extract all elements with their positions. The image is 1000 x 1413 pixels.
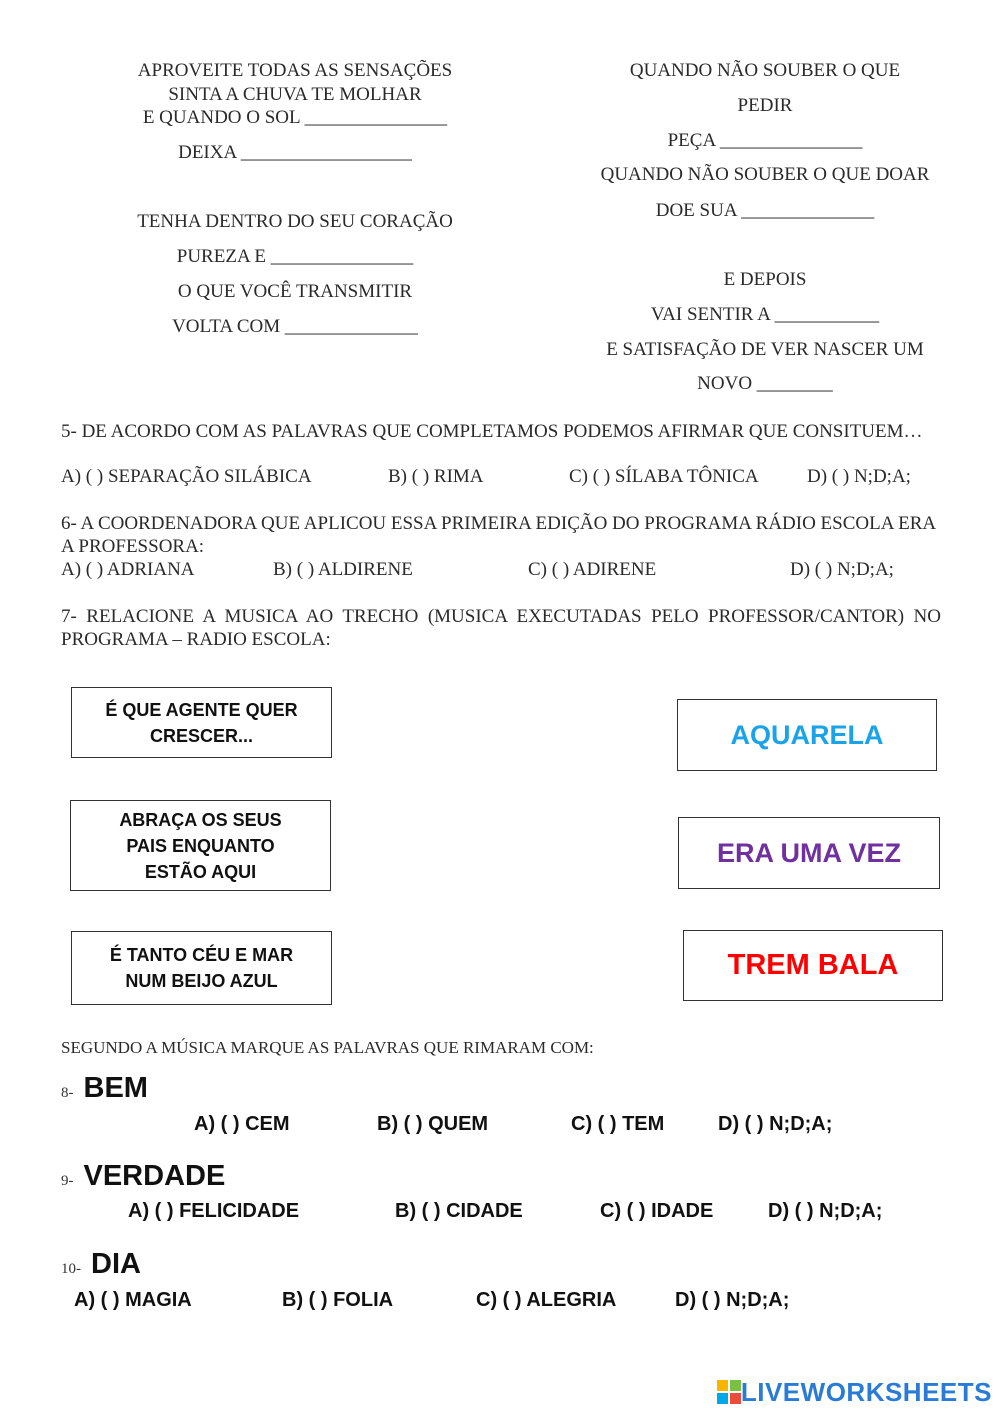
option-c[interactable]: C) ( ) TEM [571,1113,665,1135]
question-10-options [0,1289,1000,1315]
poem-line: E SATISFAÇÃO DE VER NASCER UM [606,339,924,360]
song-box-aquarela[interactable] [677,699,937,771]
poem-line: E QUANDO O SOL _______________ [142,107,448,128]
poem-line: QUANDO NÃO SOUBER O QUE [629,60,901,81]
option-b[interactable]: B) ( ) RIMA [388,466,484,487]
option-b[interactable]: B) ( ) QUEM [377,1113,489,1135]
excerpt-line: NUM BEIJO AZUL [125,971,278,991]
poem-line: PEDIR [737,95,793,116]
liveworksheets-logo[interactable] [717,1377,992,1407]
question-10-heading [61,1248,141,1284]
rhyme-word: BEM [83,1072,148,1104]
option-d[interactable]: D) ( ) N;D;A; [807,466,911,487]
poem-line: QUANDO NÃO SOUBER O QUE DOAR [600,164,930,185]
question-9-heading [61,1160,225,1196]
excerpt-line: CRESCER... [149,725,253,746]
question-8-options [0,1113,1000,1139]
poem-line: PEÇA _______________ [667,130,863,151]
question-7-text: 7- RELACIONE A MUSICA AO TRECHO (MUSICA EXECUTADAS PELO PROFESSOR/CANTOR) NO PROGRAMA – RADIO ESCOLA: [61,606,941,650]
poem-line: E DEPOIS [723,269,807,290]
poem-line: APROVEITE TODAS AS SENSAÇÕES [137,60,453,81]
excerpt-line: É TANTO CÉU E MAR [109,945,294,965]
poem-line: TENHA DENTRO DO SEU CORAÇÃO [137,211,453,232]
poem-line: PUREZA E _______________ [176,246,414,267]
excerpt-box-1[interactable] [71,687,332,758]
option-a[interactable]: A) ( ) MAGIA [74,1289,192,1311]
option-a[interactable]: A) ( ) ADRIANA [61,559,195,580]
option-a[interactable]: A) ( ) FELICIDADE [128,1200,300,1222]
excerpt-box-3[interactable] [71,931,332,1005]
poem-line: NOVO ________ [697,373,833,394]
question-9-options [0,1200,1000,1226]
rhyme-instruction: SEGUNDO A MÚSICA MARQUE AS PALAVRAS QUE RIMARAM COM: [61,1038,594,1057]
question-number: 8- [61,1085,74,1101]
option-c[interactable]: C) ( ) ADIRENE [528,559,657,580]
option-a[interactable]: A) ( ) CEM [194,1113,290,1135]
question-5-options [61,466,941,490]
rhyme-word: DIA [91,1248,141,1280]
option-a[interactable]: A) ( ) SEPARAÇÃO SILÁBICA [61,466,312,487]
excerpt-line: PAIS ENQUANTO [126,835,275,856]
option-d[interactable]: D) ( ) N;D;A; [768,1200,883,1222]
song-box-trem-bala[interactable] [683,930,943,1001]
option-d[interactable]: D) ( ) N;D;A; [718,1113,833,1135]
excerpt-line: ESTÃO AQUI [144,861,257,882]
option-b[interactable]: B) ( ) FOLIA [282,1289,394,1311]
poem-line: DEIXA __________________ [178,142,412,163]
rhyme-word: VERDADE [83,1160,226,1192]
option-d[interactable]: D) ( ) N;D;A; [675,1289,790,1311]
song-box-era-uma-vez[interactable] [678,817,940,889]
question-8-heading [61,1072,148,1108]
excerpt-box-2[interactable] [70,800,331,891]
question-5-text: 5- DE ACORDO COM AS PALAVRAS QUE COMPLETAMOS PODEMOS AFIRMAR QUE CONSITUEM… [61,421,923,442]
poem-line: O QUE VOCÊ TRANSMITIR [177,281,413,302]
option-c[interactable]: C) ( ) SÍLABA TÔNICA [569,466,759,487]
song-title: AQUARELA [730,719,884,750]
logo-icon [717,1380,741,1404]
excerpt-line: É QUE AGENTE QUER [105,699,298,720]
poem-line: VOLTA COM ______________ [172,316,418,337]
question-number: 10- [61,1261,81,1277]
option-b[interactable]: B) ( ) ALDIRENE [273,559,413,580]
poem-line: VAI SENTIR A ___________ [650,304,880,325]
question-6-options [61,559,941,583]
option-c[interactable]: C) ( ) IDADE [600,1200,714,1222]
option-d[interactable]: D) ( ) N;D;A; [790,559,894,580]
poem-line: DOE SUA ______________ [655,200,875,221]
question-6-text: 6- A COORDENADORA QUE APLICOU ESSA PRIMEIRA EDIÇÃO DO PROGRAMA RÁDIO ESCOLA ERA A PROFESSORA: [61,513,936,557]
logo-text: LIVEWORKSHEETS [740,1376,992,1407]
poem-line: SINTA A CHUVA TE MOLHAR [168,84,422,105]
question-number: 9- [61,1173,74,1189]
excerpt-line: ABRAÇA OS SEUS [119,809,282,830]
song-title: TREM BALA [727,949,899,981]
option-c[interactable]: C) ( ) ALEGRIA [476,1289,617,1311]
option-b[interactable]: B) ( ) CIDADE [395,1200,523,1222]
song-title: ERA UMA VEZ [716,837,901,868]
